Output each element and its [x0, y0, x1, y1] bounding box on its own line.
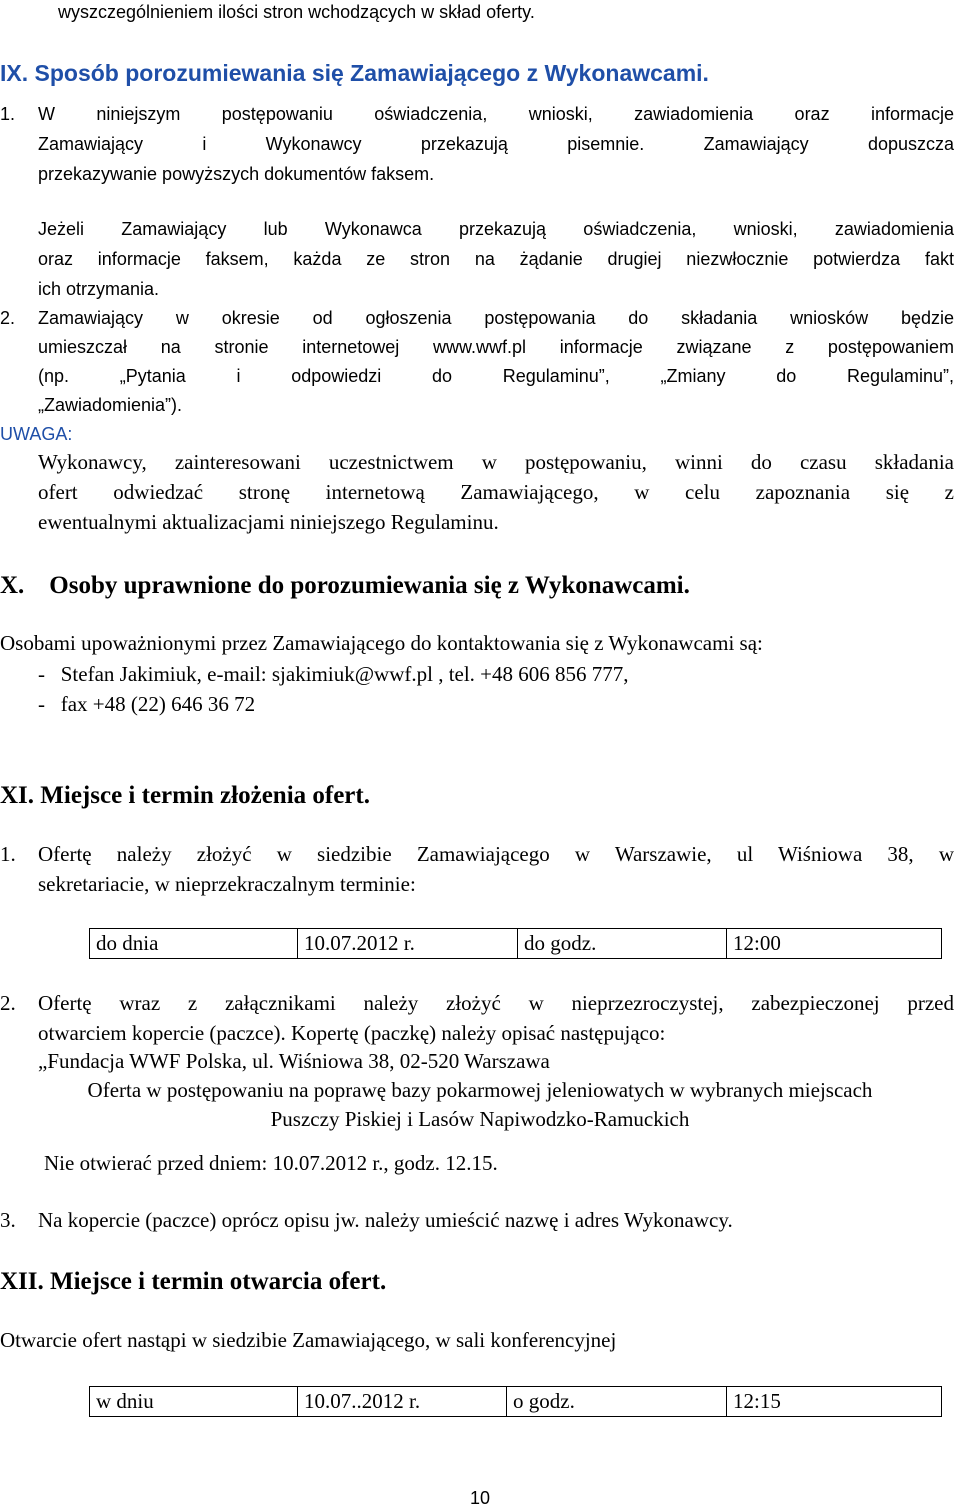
section-10-intro: Osobami upoważnionymi przez Zamawiającego do kontaktowania się z Wykonawcami są:	[0, 631, 763, 655]
section-9-item-2-line: umieszczał na stronie internetowej www.wwf.pl informacje związane z postępowaniem	[38, 337, 954, 357]
section-11-item-3-line: Na kopercie (paczce) oprócz opisu jw. należy umieścić nazwę i adres Wykonawcy.	[38, 1208, 733, 1232]
table-cell: 10.07.2012 r.	[298, 929, 518, 959]
section-9-item-1-line: Jeżeli Zamawiający lub Wykonawca przekazują oświadczenia, wnioski, zawiadomienia	[38, 219, 954, 239]
section-9-heading: IX. Sposób porozumiewania się Zamawiającego z Wykonawcami.	[0, 60, 709, 86]
section-11-item-1-line: sekretariacie, w nieprzekraczalnym terminie:	[38, 872, 416, 896]
section-11-heading: XI. Miejsce i termin złożenia ofert.	[0, 782, 370, 809]
envelope-address: „Fundacja WWF Polska, ul. Wiśniowa 38, 02-520 Warszawa	[38, 1049, 550, 1073]
section-9-item-2-line: (np. „Pytania i odpowiedzi do Regulaminu”, „Zmiany do Regulaminu”,	[38, 366, 954, 386]
section-9-item-1-line: oraz informacje faksem, każda ze stron na żądanie drugiej niezwłocznie potwierdza fakt	[38, 249, 954, 269]
section-12-intro: Otwarcie ofert nastąpi w siedzibie Zamawiającego, w sali konferencyjnej	[0, 1328, 617, 1352]
section-10-heading: X. Osoby uprawnione do porozumiewania się z Wykonawcami.	[0, 572, 690, 599]
section-9-item-1-line: W niniejszym postępowaniu oświadczenia, wnioski, zawiadomienia oraz informacje	[38, 104, 954, 124]
deadline-table	[89, 928, 942, 959]
envelope-do-not-open: Nie otwierać przed dniem: 10.07.2012 r., godz. 12.15.	[44, 1151, 498, 1175]
uwaga-text-line: ewentualnymi aktualizacjami niniejszego Regulaminu.	[38, 510, 499, 534]
contact-item: - Stefan Jakimiuk, e-mail: sjakimiuk@wwf.pl , tel. +48 606 856 777,	[38, 662, 629, 686]
table-cell: 10.07..2012 r.	[298, 1387, 507, 1417]
section-9-item-1-line: Zamawiający i Wykonawcy przekazują pisemnie. Zamawiający dopuszcza	[38, 134, 954, 154]
envelope-title: Oferta w postępowaniu na poprawę bazy pokarmowej jeleniowatych w wybranych miejscach	[87, 1078, 873, 1102]
section-9-item-2-line: Zamawiający w okresie od ogłoszenia postępowania do składania wniosków będzie	[38, 308, 954, 328]
table-cell: 12:15	[727, 1387, 942, 1417]
section-11-item-3-number: 3.	[0, 1208, 16, 1232]
section-11-item-2-line: otwarciem kopercie (paczce). Kopertę (paczkę) należy opisać następująco:	[38, 1021, 666, 1045]
table-cell: w dniu	[90, 1387, 298, 1417]
section-9-item-2-number: 2.	[0, 308, 16, 328]
section-9-item-1-line: przekazywanie powyższych dokumentów faksem.	[38, 164, 435, 184]
section-11-item-2-line: Ofertę wraz z załącznikami należy złożyć w nieprzezroczystej, zabezpieczonej przed	[38, 991, 954, 1015]
contact-item: - fax +48 (22) 646 36 72	[38, 692, 256, 716]
section-11-item-2-number: 2.	[0, 991, 16, 1015]
uwaga-text-line: ofert odwiedzać stronę internetową Zamawiającego, w celu zapoznania się z	[38, 480, 954, 504]
section-12-heading: XII. Miejsce i termin otwarcia ofert.	[0, 1268, 387, 1295]
envelope-title: Puszczy Piskiej i Lasów Napiwodzko-Ramuckich	[270, 1107, 690, 1131]
section-9-item-1-number: 1.	[0, 104, 16, 124]
table-cell: 12:00	[727, 929, 942, 959]
page-number: 10	[469, 1488, 491, 1508]
uwaga-text-line: Wykonawcy, zainteresowani uczestnictwem w postępowaniu, winni do czasu składania	[38, 450, 954, 474]
table-row	[90, 929, 942, 959]
section-9-item-1-line: ich otrzymania.	[38, 279, 160, 299]
table-row	[90, 1387, 942, 1417]
section-11-item-1-line: Ofertę należy złożyć w siedzibie Zamawiającego w Warszawie, ul Wiśniowa 38, w	[38, 842, 954, 866]
table-cell: do godz.	[518, 929, 727, 959]
section-9-item-2-line: „Zawiadomienia”).	[38, 395, 183, 415]
table-cell: o godz.	[507, 1387, 727, 1417]
opening-table	[89, 1386, 942, 1417]
continuation-line: wyszczególnieniem ilości stron wchodzących w skład oferty.	[58, 2, 535, 22]
section-11-item-1-number: 1.	[0, 842, 16, 866]
table-cell: do dnia	[90, 929, 298, 959]
uwaga-label: UWAGA:	[0, 424, 73, 444]
